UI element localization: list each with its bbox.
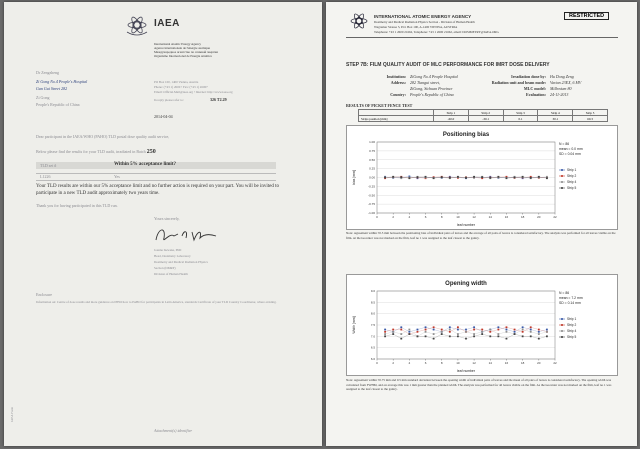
data-point	[417, 335, 419, 337]
table-header-cell: Strip 4	[538, 110, 573, 116]
reference-value: 326 T2.29	[210, 97, 227, 102]
mlc-model-value: Millenium 80	[550, 86, 572, 91]
data-point	[392, 176, 394, 178]
y-tick-label: 0.25	[369, 166, 375, 171]
y-tick-label: -0.50	[368, 193, 375, 198]
y-tick-label: -0.75	[368, 202, 375, 207]
positioning-bias-svg	[347, 126, 617, 229]
note-positioning: Note: Agreement within ±0.5 mm between the positioning bias of individual pairs of leaves and the average of all pairs of leaves is considered satisfactory. The analysis was performed for all leaves visible on the film. At the isocenter was not marked on the film, leaf no 1 was assigned to the leaf closest to the gantry.	[346, 231, 616, 240]
data-point	[506, 177, 508, 179]
legend-marker	[561, 175, 563, 177]
institution-label: Institution:	[386, 74, 406, 79]
stat-label: N = 86	[559, 142, 570, 146]
data-point	[417, 331, 419, 333]
table-header-cell: Strip 5	[573, 110, 608, 116]
y-tick-label: 9.0	[370, 289, 375, 293]
x-tick-label: 4	[408, 215, 411, 219]
stat-label: N = 86	[559, 291, 570, 295]
data-point	[538, 176, 540, 178]
recipient-hospital: Zi Gong No.4 People's Hospital	[36, 79, 88, 84]
data-point	[449, 177, 451, 179]
data-point	[489, 177, 491, 179]
results-intro	[36, 149, 156, 155]
data-point	[449, 329, 451, 331]
positioning-bias-chart	[346, 125, 618, 230]
letter-page	[4, 2, 322, 446]
series-line	[385, 327, 547, 334]
table-header-cell: Strip 1	[434, 110, 469, 116]
agency-section: Dosimetry and Medical Radiation Physics Section - Division of Human Health	[374, 20, 475, 24]
x-tick-label: 18	[520, 215, 525, 219]
x-tick-label: 0	[376, 215, 378, 219]
data-point	[408, 331, 410, 333]
chart-title: Positioning bias	[442, 132, 490, 138]
data-point	[457, 335, 459, 337]
data-point	[473, 335, 475, 337]
results-col-acceptance: Within 5% acceptance limit?	[114, 162, 176, 167]
data-point	[449, 326, 451, 328]
stat-label: mean = 7.2 mm	[559, 296, 583, 300]
data-point	[522, 331, 524, 333]
x-tick-label: 4	[408, 361, 411, 365]
data-point	[489, 335, 491, 337]
picket-fence-table	[358, 109, 608, 122]
y-tick-label: 0.75	[369, 148, 375, 153]
x-tick-label: 22	[553, 215, 557, 219]
signature-icon	[152, 224, 222, 246]
agency-address: Wagramer Strasse 5, P.O. Box 100, A-1400 VIENNA, AUSTRIA	[374, 25, 458, 29]
x-tick-label: 12	[472, 361, 476, 365]
data-point	[465, 331, 467, 333]
data-point	[522, 335, 524, 337]
data-point	[538, 331, 540, 333]
x-tick-label: 2	[392, 361, 395, 365]
org-name-en: International Atomic Energy Agency	[154, 42, 201, 46]
data-point	[546, 331, 548, 333]
header-rule	[346, 37, 618, 38]
data-point	[497, 329, 499, 331]
table-cell: Strips position [mm]	[359, 116, 434, 122]
org-name-ru: Международное агентство по атомной энергии	[154, 50, 218, 54]
data-point	[506, 329, 508, 331]
opening-width-svg	[347, 275, 617, 375]
legend-label: Strip 4	[567, 329, 577, 334]
recipient-street: Gan Gui Street 282	[36, 86, 68, 91]
recipient-country: People's Republic of China	[36, 102, 80, 107]
restricted-stamp: RESTRICTED	[564, 12, 609, 20]
data-point	[481, 331, 483, 333]
data-point	[441, 333, 443, 335]
data-point	[392, 329, 394, 331]
stat-label: mean = 0.0 mm	[559, 147, 583, 151]
x-tick-label: 18	[520, 361, 525, 365]
radiation-unit-label: Radiation unit and beam mode:	[491, 80, 546, 85]
data-point	[514, 329, 516, 331]
data-point	[538, 329, 540, 331]
legend-label: Strip 4	[567, 180, 577, 185]
data-point	[522, 329, 524, 331]
table-header-cell: Strip 2	[468, 110, 503, 116]
data-point	[417, 329, 419, 331]
legend-label: Strip 1	[567, 317, 577, 322]
results-cell-acceptance: Yes	[114, 174, 120, 179]
contact-line-3: Email: Official.Mail@iaea.org • Internet: http://www.iaea.org	[154, 90, 233, 94]
data-point	[497, 176, 499, 178]
data-point	[465, 329, 467, 331]
data-point	[400, 333, 402, 335]
x-tick-label: 16	[504, 215, 509, 219]
data-point	[384, 177, 386, 179]
data-point	[384, 329, 386, 331]
form-side-note: IAEA Form	[10, 406, 14, 422]
signatory-section: Dosimetry and Medical Radiation Physics	[154, 260, 208, 264]
data-point	[457, 329, 459, 331]
attachment-footer: Attachment(s) identifier	[154, 428, 193, 433]
data-point	[433, 326, 435, 328]
data-point	[449, 331, 451, 333]
y-tick-label: 1.00	[369, 140, 375, 144]
country-value: People's Republic of China	[410, 92, 454, 97]
legend-label: Strip 5	[567, 186, 577, 191]
enclosure-heading: Enclosure	[36, 292, 52, 297]
legend-marker	[561, 169, 563, 171]
signatory-title: Head, Dosimetry Laboratory	[154, 254, 191, 258]
opening-width-chart	[346, 274, 618, 376]
data-point	[514, 331, 516, 333]
data-point	[489, 331, 491, 333]
address-value: 282 Tiangui street,	[410, 80, 440, 85]
results-table-bottom	[36, 180, 276, 181]
data-point	[425, 335, 427, 337]
data-point	[417, 176, 419, 178]
x-tick-label: 10	[456, 215, 460, 219]
data-point	[384, 335, 386, 337]
thank-you-line: Thank you for having participated in this TLD run.	[36, 203, 118, 208]
results-col-tld: TLD set #	[40, 163, 57, 168]
x-tick-label: 14	[488, 215, 492, 219]
chart-title: Opening width	[445, 281, 487, 287]
legend-label: Strip 5	[567, 335, 577, 340]
batch-number: 250	[146, 149, 156, 155]
x-tick-label: 20	[537, 215, 541, 219]
data-point	[530, 326, 532, 328]
y-tick-label: 8.5	[370, 300, 375, 305]
irradiation-label: Irradiation done by:	[511, 74, 546, 79]
data-point	[433, 338, 435, 340]
y-axis-label: Width [mm]	[352, 316, 356, 334]
agency-phone: Telephone: +43 1 2600 21662, Telephone: +43 1 2600 21662, email: DOSIMETRY@IAEA.ORG	[374, 30, 499, 34]
data-point	[441, 329, 443, 331]
data-point	[408, 329, 410, 331]
contact-line-1: PO Box 100, 1400 Vienna, Austria	[154, 80, 199, 84]
radiation-unit-value: Varian 23EX, 6 MV	[550, 80, 582, 85]
institution-value: ZiGong No.4 People Hospital	[410, 74, 458, 79]
data-point	[530, 331, 532, 333]
legend-marker	[561, 336, 563, 338]
y-tick-label: 0.00	[369, 175, 375, 180]
recipient-city: Zi Gong	[36, 95, 50, 100]
legend-label: Strip 2	[567, 323, 577, 328]
data-point	[433, 177, 435, 179]
data-point	[400, 176, 402, 178]
y-axis-label: bias [mm]	[352, 170, 356, 185]
data-point	[433, 333, 435, 335]
data-point	[473, 329, 475, 331]
table-cell: -60.0	[434, 116, 469, 122]
legend-marker	[561, 324, 563, 326]
data-point	[425, 331, 427, 333]
data-point	[441, 176, 443, 178]
data-point	[425, 329, 427, 331]
letter-greeting: Dear participant in the IAEA/WHO (PAHO) TLD postal dose quality audit service,	[36, 134, 170, 139]
data-point	[425, 176, 427, 178]
table-row	[359, 116, 608, 122]
data-point	[425, 326, 427, 328]
data-point	[506, 326, 508, 328]
data-point	[546, 335, 548, 337]
evaluation-value: 24-11-2013	[550, 92, 569, 97]
note-opening: Note: Agreement within ±0.75 mm and 0.5 mm standard deviation between the opening width of individual pairs of leaves and the mean of all pairs of leaves is considered satisfactory. The opening width was calculated from FWHM, and on average this was 1 mm greater than the planned width. The analysis was performed for all leaves visible on the film. As the isocenter was not marked on the film, leaf no 1 was assigned to the leaf closest to the gantry.	[346, 378, 612, 392]
evaluation-label: Evaluation:	[525, 92, 546, 97]
y-tick-label: 6.0	[370, 357, 375, 361]
x-axis-label: leaf number	[457, 369, 475, 373]
data-point	[481, 329, 483, 331]
reference-label: In reply please refer to:	[154, 98, 184, 102]
data-point	[408, 177, 410, 179]
results-row-divider	[36, 173, 276, 174]
enclosure-text: Information on: Centre of dose results and more guidance on IPHO how to PAHO for participants in Latin America, standards Certificate of your TLD Country Coordinator, where existing.	[36, 300, 277, 304]
logo-wordmark: IAEA	[154, 18, 180, 29]
data-point	[392, 333, 394, 335]
data-point	[449, 335, 451, 337]
table-cell: -30.1	[468, 116, 503, 122]
x-tick-label: 0	[376, 361, 378, 365]
data-point	[392, 331, 394, 333]
contact-line-2: Phone: (+43 1) 2600 • Fax: (+43 1) 26007	[154, 85, 208, 89]
x-tick-label: 16	[504, 361, 509, 365]
y-tick-label: 0.50	[369, 157, 375, 162]
data-point	[530, 177, 532, 179]
data-point	[473, 176, 475, 178]
data-point	[514, 333, 516, 335]
data-point	[538, 338, 540, 340]
country-label: Country:	[390, 92, 406, 97]
report-title: STEP 7B: FILM QUALITY AUDIT OF MLC PERFORMANCE FOR IMRT DOSE DELIVERY	[346, 62, 550, 68]
data-point	[514, 177, 516, 179]
data-point	[384, 331, 386, 333]
stat-label: SD = 0.14 mm	[559, 301, 581, 305]
data-point	[384, 333, 386, 335]
x-tick-label: 12	[472, 215, 476, 219]
results-intro-text: Below please find the results for your TLD audit, irradiated in Batch	[36, 149, 146, 154]
data-point	[481, 333, 483, 335]
data-point	[546, 329, 548, 331]
x-tick-label: 22	[553, 361, 557, 365]
iaea-logo-icon	[348, 12, 370, 32]
data-point	[497, 335, 499, 337]
table-header-cell: Strip 3	[503, 110, 538, 116]
results-heading: RESULTS OF PICKET FENCE TEST	[346, 103, 413, 108]
legend-marker	[561, 181, 563, 183]
series-line	[385, 330, 547, 337]
data-point	[465, 338, 467, 340]
org-name-es: Organismo Internacional de Energía Atómica	[154, 54, 212, 58]
table-cell: 0.1	[503, 116, 538, 122]
data-point	[522, 176, 524, 178]
data-point	[546, 177, 548, 179]
results-statement: Your TLD results are within our 5% acceptance limit and no further action is required on your part. You will be invited to participate in a new TLD audit approximately two years time.	[36, 184, 279, 196]
data-point	[457, 333, 459, 335]
table-cell: 60.3	[573, 116, 608, 122]
data-point	[441, 331, 443, 333]
x-tick-label: 2	[392, 215, 395, 219]
data-point	[538, 333, 540, 335]
signatory-section-abbr: Section (DMRP)	[154, 266, 176, 270]
x-tick-label: 10	[456, 361, 460, 365]
data-point	[400, 326, 402, 328]
x-tick-label: 8	[440, 215, 443, 219]
data-point	[473, 333, 475, 335]
data-point	[489, 329, 491, 331]
signatory-name: Joanna Izewska, PhD	[154, 248, 182, 252]
y-tick-label: 6.5	[370, 345, 375, 350]
data-point	[408, 333, 410, 335]
x-tick-label: 6	[424, 215, 427, 219]
x-tick-label: 6	[424, 361, 427, 365]
legend-marker	[561, 330, 563, 332]
data-point	[481, 176, 483, 178]
data-point	[506, 331, 508, 333]
address-label: Address:	[390, 80, 406, 85]
x-axis-label: leaf number	[457, 223, 475, 227]
y-tick-label: -0.25	[368, 184, 375, 189]
y-tick-label: 8.0	[370, 311, 375, 316]
x-tick-label: 8	[440, 361, 443, 365]
recipient-name: Dr Zengzheng	[36, 70, 59, 75]
data-point	[506, 338, 508, 340]
data-point	[530, 329, 532, 331]
table-cell: 30.1	[538, 116, 573, 122]
stat-label: SD = 0.04 mm	[559, 152, 581, 156]
legend-marker	[561, 187, 563, 189]
y-tick-label: 7.0	[370, 334, 375, 339]
data-point	[400, 329, 402, 331]
y-tick-label: -1.00	[368, 211, 375, 215]
signatory-division: Division of Human Health	[154, 272, 188, 276]
data-point	[457, 176, 459, 178]
results-cell-tld: L1226	[40, 174, 51, 179]
report-page	[326, 2, 637, 446]
data-point	[530, 335, 532, 337]
legend-label: Strip 2	[567, 174, 577, 179]
legend-marker	[561, 318, 563, 320]
data-point	[497, 333, 499, 335]
data-point	[465, 177, 467, 179]
letter-date: 2014-04-04	[154, 114, 173, 119]
x-tick-label: 14	[488, 361, 492, 365]
x-tick-label: 20	[537, 361, 541, 365]
agency-name: INTERNATIONAL ATOMIC ENERGY AGENCY	[374, 14, 472, 19]
data-point	[522, 326, 524, 328]
mlc-model-label: MLC model:	[523, 86, 546, 91]
data-point	[497, 326, 499, 328]
data-point	[457, 326, 459, 328]
iaea-logo-icon	[124, 14, 150, 38]
data-point	[433, 329, 435, 331]
closing-line: Yours sincerely,	[154, 216, 180, 221]
org-name-fr: Agence internationale de l'énergie atomique	[154, 46, 211, 50]
address-value-2: ZiGong, Sichuan Province	[410, 86, 453, 91]
y-tick-label: 7.5	[370, 323, 375, 327]
irradiation-value: Hu Dong Zeng	[550, 74, 574, 79]
data-point	[473, 326, 475, 328]
data-point	[400, 338, 402, 340]
legend-label: Strip 1	[567, 168, 577, 173]
